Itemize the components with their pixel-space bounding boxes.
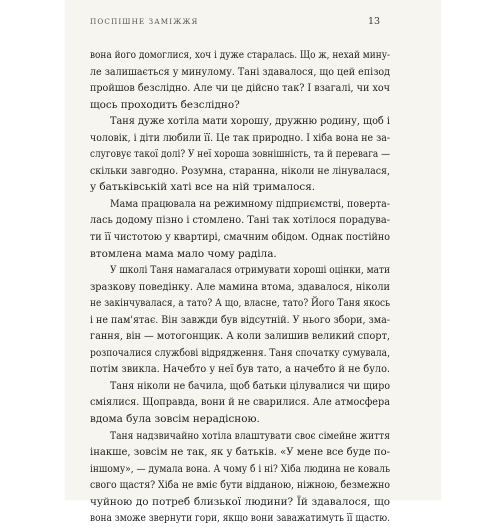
text-line: гання, він — мотогонщик. А коли залишив великий спорт, — [90, 330, 390, 343]
text-line: інакше, зовсім не так, як у батьків. «У мене все буде по- — [90, 446, 390, 459]
running-head: ПОСПІШНЕ ЗАМІЖЖЯ — [90, 17, 199, 26]
text-line: вона зможе звернути гори, якщо вони заважатимуть її щастю. — [90, 512, 390, 525]
text-line: розпочалися службові відрядження. Таня спочатку сумувала, — [90, 346, 390, 359]
text-line: слуговує такої долі? У неї хороша зовнішність, та й перевага — — [90, 148, 390, 161]
text-line: сміялися. Щоправда, вони й не сварилися. Але атмосфера — [90, 396, 390, 409]
text-line: вдома була зовсім нерадісною. — [90, 413, 260, 426]
text-line: потім звикла. Начебто у неї був тато, а начебто й не було. — [90, 363, 390, 376]
text-line: зразкову поведінку. Але мамина втома, здавалося, ніколи — [90, 280, 390, 293]
text-line: іншому», — думала вона. А чому б і ні? Хіба людина не коваль — [90, 462, 390, 475]
text-line: ле залишається у минулому. Тані здавалося, що цей епізод — [90, 65, 390, 78]
text-line: у батьківській хаті все на ній трималося. — [90, 181, 316, 194]
text-line: лась додому пізно і стомлено. Тані так хотілося порадува- — [90, 214, 390, 227]
page-number: 13 — [368, 16, 381, 27]
body-text — [90, 47, 390, 527]
text-line: і не пам'ятає. Він завжди був відсутній. У нього збори, зма- — [90, 313, 390, 326]
text-line: Таня дуже хотіла мати хорошу, дружню родину, щоб і — [110, 115, 390, 128]
text-line: скільки завгодно. Розумна, старанна, ніколи не лінувалася, — [90, 164, 390, 177]
text-line: ти її чистотою у квартирі, смачним обідом. Однак постійно — [90, 231, 390, 244]
text-line: вона його домоглися, хоч і дуже старалась. Що ж, нехай мину- — [90, 49, 390, 61]
text-line: У школі Таня намагалася отримувати хороші оцінки, мати — [110, 264, 390, 277]
text-line: чуйною до потреб близької людини? Їй здавалося, що — [90, 495, 390, 508]
text-line: чоловік, і діти любили її. Це так природно. І хіба вона не за- — [90, 131, 390, 144]
text-line: Мама працювала на режимному підприємстві, поверта- — [110, 197, 390, 210]
text-line: пройшов безслідно. Але чи це дійсно так? І взагалі, чи хоч — [90, 82, 390, 95]
text-line: Таня ніколи не бачила, щоб батьки цілувалися чи щиро — [110, 379, 390, 392]
text-line: втомлена мама мало чому раділа. — [90, 247, 277, 260]
text-line: щось проходить безслідно? — [90, 98, 240, 111]
text-line: свого щастя? Хіба не вміє бути відданою, ніжною, безмежно — [90, 479, 390, 492]
text-line: Таня надзвичайно хотіла влаштувати своє сімейне життя — [110, 429, 390, 442]
text-line: не закінчувалася, а тато? А що, власне, тато? Його Таня якось — [90, 297, 390, 310]
